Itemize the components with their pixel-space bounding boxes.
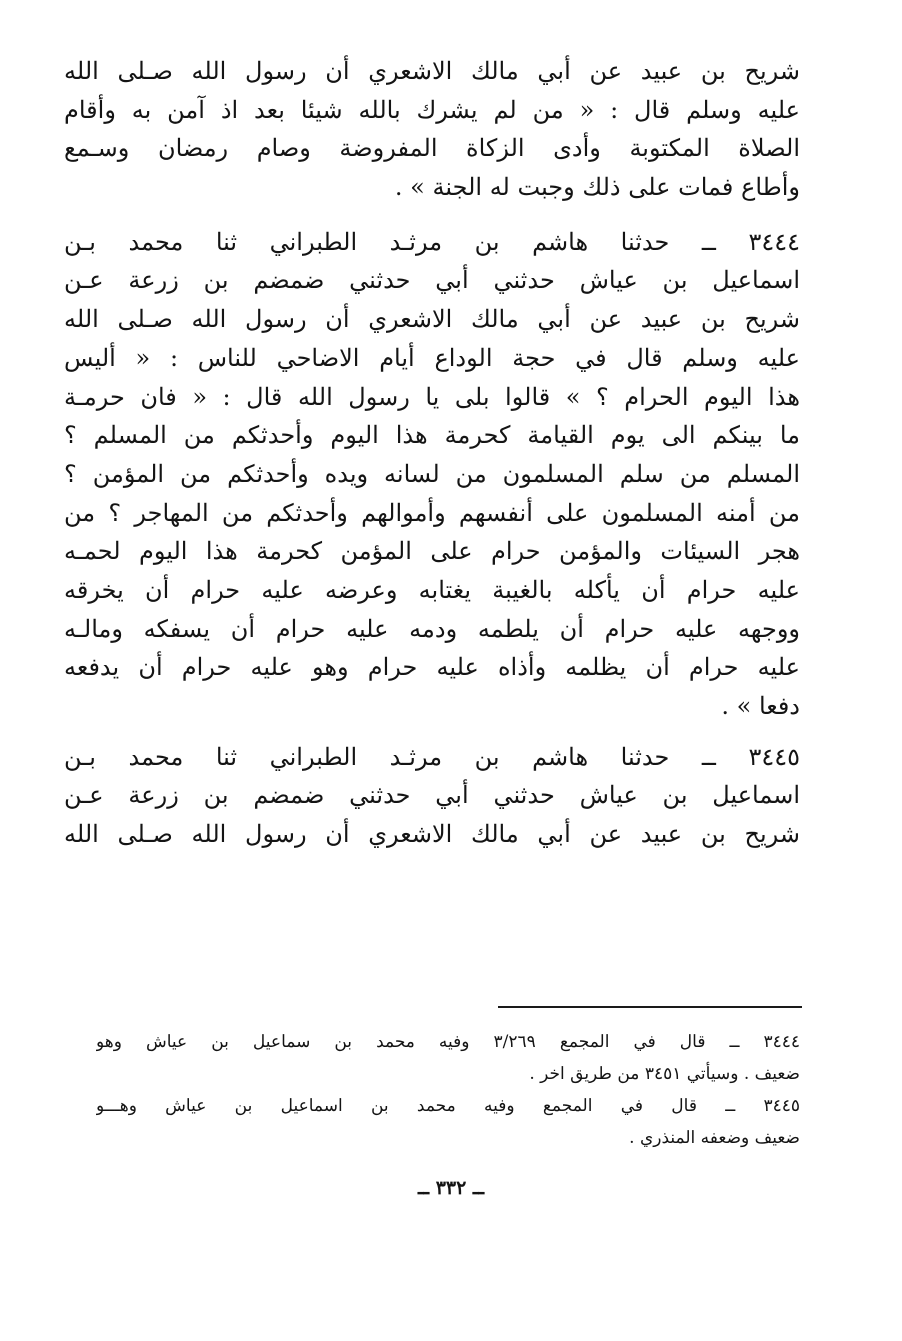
text-line: عليه حرام أن يأكله بالغيبة يغتابه وعرضه عليه حرام أن يخرقه	[64, 575, 800, 604]
footnote-3445	[96, 1090, 800, 1154]
text-line: ٣٤٤٥ ــ حدثنا هاشم بن مرثـد الطبراني ثنا محمد بـن	[64, 742, 800, 771]
footnote-line: ٣٤٤٤ ــ قال في المجمع ٣/٢٦٩ وفيه محمد بن سماعيل بن عياش وهو	[96, 1032, 800, 1052]
text-line: عليه وسلم قال : « من لم يشرك بالله شيئا بعد اذ آمن به وأقام	[64, 95, 800, 124]
text-line: ووجهه عليه حرام أن يلطمه ودمه عليه حرام أن يسفكه ومالـه	[64, 614, 800, 643]
page-number: ــ ٣٣٢ ــ	[417, 1177, 485, 1199]
text-line: ٣٤٤٤ ــ حدثنا هاشم بن مرثـد الطبراني ثنا محمد بـن	[64, 227, 800, 256]
text-line: شريح بن عبيد عن أبي مالك الاشعري أن رسول الله صـلى الله	[64, 305, 800, 334]
text-line: عليه وسلم قال في حجة الوداع أيام الاضاحي للناس : « أليس	[64, 343, 800, 372]
text-line: هجر السيئات والمؤمن حرام على المؤمن كحرمة هذا اليوم لحمـه	[64, 537, 800, 566]
footnote-3444	[96, 1026, 800, 1090]
footnote-divider	[498, 1006, 802, 1008]
text-line: ما بينكم الى يوم القيامة كحرمة هذا اليوم وأحدثكم من المسلم ؟	[64, 421, 800, 450]
footnote-line: ٣٤٤٥ ــ قال في المجمع وفيه محمد بن اسماعيل بن عياش وهـــو	[96, 1096, 800, 1116]
text-line: شريح بن عبيد عن أبي مالك الاشعري أن رسول الله صـلى الله	[64, 57, 800, 85]
footnotes	[96, 1026, 800, 1154]
hadith-3445	[64, 738, 800, 854]
text-line: اسماعيل بن عياش حدثني أبي حدثني ضمضم بن زرعة عـن	[64, 781, 800, 810]
main-text	[64, 52, 800, 854]
text-line: المسلم من سلم المسلمون من لسانه ويده وأحدثكم من المؤمن ؟	[64, 459, 800, 488]
footnote-line: ضعيف وضعفه المنذري .	[629, 1128, 800, 1148]
text-line: من أمنه المسلمون على أنفسهم وأموالهم وأحدثكم من المهاجر ؟ من	[64, 498, 800, 527]
hadith-3444	[64, 223, 800, 726]
paragraph-continuation	[64, 52, 800, 207]
text-line: هذا اليوم الحرام ؟ » قالوا بلى يا رسول الله قال : « فان حرمـة	[64, 382, 800, 411]
footnote-line: ضعيف . وسيأتي ٣٤٥١ من طريق اخر .	[529, 1064, 800, 1084]
text-line: دفعا » .	[721, 692, 800, 720]
text-line: عليه حرام أن يظلمه وأذاه عليه حرام وهو عليه حرام أن يدفعه	[64, 653, 800, 682]
text-line: الصلاة المكتوبة وأدى الزكاة المفروضة وصام رمضان وسـمع	[64, 134, 800, 163]
text-line: شريح بن عبيد عن أبي مالك الاشعري أن رسول الله صـلى الله	[64, 820, 800, 849]
text-line: اسماعيل بن عياش حدثني أبي حدثني ضمضم بن زرعة عـن	[64, 266, 800, 295]
text-line: وأطاع فمات على ذلك وجبت له الجنة » .	[394, 173, 800, 202]
